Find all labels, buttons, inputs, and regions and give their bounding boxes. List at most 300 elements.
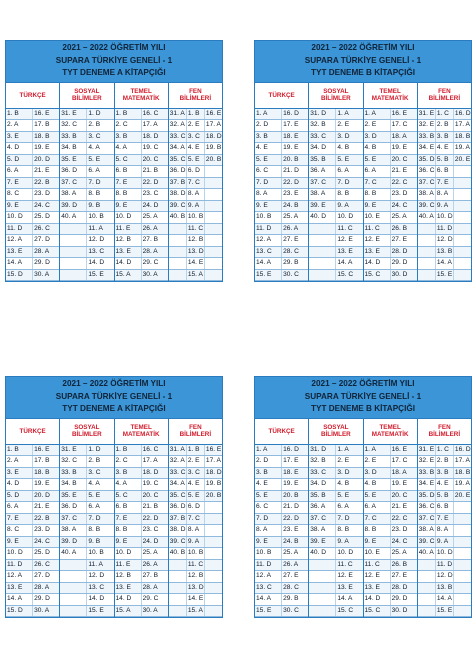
answer-cell: 3. D [337,468,350,476]
answer-cell: 6. B [115,166,142,177]
answer-cell: 3. C [187,132,205,143]
answer-row [115,548,168,560]
answer-row [255,583,308,595]
answer-cell: 1. D [88,445,101,453]
answer-cell: 18. B [454,132,471,140]
answer-row [255,502,308,514]
answer-cell [169,224,187,235]
answer-row [6,514,59,526]
answer-cell: 24. B [283,537,299,545]
answer-cell: 20. E [454,155,471,163]
answer-cell [205,201,222,212]
answer-cell: 2. A [6,120,33,131]
answer-row [115,155,168,167]
answer-row [364,456,417,468]
answer-cell: 2. B [436,120,454,131]
answer-row [309,479,362,491]
answer-cell: 11. D [436,224,454,235]
answer-cell: 7. E [6,514,33,525]
subject-column [309,109,363,282]
answer-cell: 31. E [60,445,87,456]
subject-header: TÜRKÇE [6,419,60,444]
answer-cell: 12. A [255,571,282,582]
answer-row [418,583,471,595]
answer-cell: 8. B [115,189,142,200]
answer-cell: 16. D [283,109,299,117]
answer-cell: 1. B [6,109,33,120]
answer-cell: 5. B [436,155,454,166]
answer-cell: 23. D [391,190,408,197]
answer-row [364,235,417,247]
answer-cell [309,224,336,235]
answer-cell: 6. A [337,167,349,174]
answer-cell: 11. C [337,224,353,232]
answer-cell: 14. E [187,594,205,605]
answer-row [169,120,222,132]
answer-row [115,235,168,247]
answer-row [364,166,417,178]
answer-cell: 38. A [309,525,336,536]
subject-column [169,445,222,618]
answer-cell: 4. E [436,479,454,490]
answer-key-card [5,376,223,618]
answer-row [364,178,417,190]
answer-cell: 39. E [309,201,336,212]
answer-cell: 17. A [142,457,158,464]
answer-row [6,224,59,236]
answer-cell: 29. B [283,259,299,266]
answer-cell [454,224,471,235]
answer-cell: 36. D [60,166,87,177]
answer-cell: 34. A [169,479,187,490]
answer-row [309,468,362,480]
card-title-line: TYT DENEME B KİTAPÇIĞI [310,68,415,77]
answer-row [364,468,417,480]
card-title-line: SUPARA TÜRKİYE GENELİ - 1 [304,55,422,65]
answer-cell: 5. E [337,491,350,499]
subject-column [6,109,60,282]
answer-cell: 33. B [60,468,87,479]
answer-row [60,270,113,282]
card-title [6,377,222,418]
answer-cell [454,189,471,200]
answer-cell [169,235,187,246]
answer-cell [205,178,222,189]
answer-cell: 9. E [364,201,391,212]
answer-row [255,155,308,167]
answer-cell: 5. E [187,491,205,502]
answer-row [255,132,308,144]
answer-cell: 3. D [364,468,391,479]
answer-row [309,120,362,132]
answer-cell: 1. B [115,445,142,456]
answer-cell: 24. C [34,201,50,209]
answer-cell [205,270,222,281]
subject-header: TEMEL MATEMATİK [364,419,418,444]
answer-cell: 19. E [283,480,299,487]
answer-row [169,166,222,178]
answer-cell: 22. D [142,178,159,186]
answer-row [6,247,59,259]
answer-row [364,224,417,236]
answer-cell: 32. E [418,456,436,467]
answer-row [60,212,113,224]
answer-cell: 30. A [142,606,158,614]
answer-cell [169,594,187,605]
answer-cell: 5. E [88,491,101,499]
answer-cell [418,224,436,235]
answer-cell [418,270,436,281]
answer-cell: 26. A [283,560,299,568]
card-title [255,41,471,82]
answer-cell: 32. C [60,456,87,467]
subject-column [418,109,471,282]
answer-row [255,224,308,236]
answer-cell: 7. E [115,178,142,189]
subject-header: SOSYAL BİLİMLER [309,419,363,444]
answer-cell: 15. D [6,270,33,281]
answer-row [169,525,222,537]
answer-cell: 20. C [391,155,408,163]
subject-header: FEN BİLİMLERİ [179,424,212,438]
answer-cell: 5. E [255,491,282,502]
answer-row [60,201,113,213]
answer-cell: 34. B [60,143,87,154]
answer-row [60,456,113,468]
answer-row [60,514,113,526]
answer-cell: 16. E [205,445,222,453]
answer-cell: 10. D [436,212,454,223]
answer-cell: 4. A [115,479,142,490]
answer-cell: 39. C [169,201,187,212]
answer-cell: 16. E [391,109,408,117]
answer-cell: 5. E [255,155,282,166]
answer-cell: 14. D [88,595,105,602]
answer-cell: 14. D [88,259,105,266]
answer-row [115,224,168,236]
answer-cell: 9. B [88,537,101,545]
answer-row [60,178,113,190]
answer-grid [6,445,222,618]
answer-row [364,560,417,572]
answer-cell: 12. E [337,572,353,579]
answer-row [115,514,168,526]
answer-cell [60,560,87,571]
answer-cell: 24. C [34,537,50,545]
answer-row [418,537,471,549]
subject-header: TEMEL MATEMATİK [115,83,169,108]
answer-cell: 12. E [337,236,353,243]
answer-cell: 11. C [337,560,353,568]
answer-cell: 25. D [34,549,50,556]
answer-cell: 7. E [115,514,142,525]
answer-cell: 33. C [309,468,336,479]
answer-cell [205,514,222,525]
answer-row [418,143,471,155]
answer-cell: 9. B [88,201,101,209]
answer-cell: 10. D [115,548,142,559]
subject-header: SOSYAL BİLİMLER [60,83,114,108]
answer-row [418,479,471,491]
answer-row [169,537,222,549]
answer-cell: 13. E [337,583,353,591]
answer-cell: 5. E [364,491,391,502]
answer-cell: 2. D [255,456,282,467]
answer-cell: 1. B [187,109,205,120]
answer-cell: 1. B [115,109,142,120]
answer-cell [60,224,87,235]
answer-cell [169,571,187,582]
answer-row [418,502,471,514]
answer-row [6,491,59,503]
answer-row [309,247,362,259]
answer-cell: 13. E [337,247,353,255]
answer-cell: 3. B [255,132,282,143]
answer-cell: 40. B [169,548,187,559]
answer-cell: 40. A [418,548,436,559]
answer-cell: 27. E [391,236,408,243]
answer-row [60,247,113,259]
answer-row [115,491,168,503]
answer-row [60,189,113,201]
answer-row [309,258,362,270]
answer-cell: 31. E [418,445,436,456]
answer-row [255,270,308,282]
answer-cell: 17. C [391,457,408,464]
answer-cell: 20. E [454,491,471,499]
answer-cell: 9. A [337,201,349,209]
answer-row [255,525,308,537]
answer-cell [205,560,222,571]
answer-row [364,525,417,537]
answer-cell [418,258,436,269]
subject-header: FEN BİLİMLERİ [179,88,212,102]
answer-cell: 15. E [255,270,282,281]
answer-cell [418,583,436,594]
answer-cell: 2. E [187,120,205,131]
answer-cell: 9. E [364,537,391,548]
card-title-line: SUPARA TÜRKİYE GENELİ - 1 [304,391,422,401]
answer-row [364,571,417,583]
answer-cell: 23. E [283,190,299,197]
answer-row [255,201,308,213]
answer-cell: 17. B [34,457,50,464]
answer-row [169,560,222,572]
answer-cell [454,201,471,212]
answer-cell: 21. D [283,167,299,174]
answer-row [309,155,362,167]
answer-row [255,258,308,270]
answer-cell: 11. D [436,560,454,571]
answer-row [418,270,471,282]
answer-row [309,560,362,572]
answer-cell: 37. C [60,178,87,189]
answer-row [115,258,168,270]
answer-cell: 29. D [391,595,408,602]
answer-cell: 11. A [88,560,103,568]
answer-cell: 26. C [34,224,50,232]
answer-row [115,560,168,572]
answer-cell: 38. A [418,525,436,536]
card-title-line: SUPARA TÜRKİYE GENELİ - 1 [55,391,173,401]
answer-cell: 27. E [391,572,408,579]
answer-row [6,120,59,132]
answer-cell: 25. A [142,549,158,556]
answer-cell: 4. D [6,479,33,490]
answer-cell [418,247,436,258]
answer-cell: 6. C [255,166,282,177]
answer-row [60,560,113,572]
answer-cell: 12. D [88,236,105,243]
answer-cell: 28. C [283,247,299,255]
answer-cell [309,258,336,269]
answer-cell: 27. D [34,572,50,579]
answer-cell: 8. B [364,189,391,200]
answer-cell: 34. E [418,143,436,154]
answer-cell: 37. C [418,178,436,189]
answer-cell: 5. E [88,155,101,163]
answer-row [169,491,222,503]
answer-row [418,120,471,132]
answer-row [60,235,113,247]
answer-cell [205,235,222,246]
answer-row [169,143,222,155]
answer-row [255,491,308,503]
answer-row [309,189,362,201]
answer-cell: 28. A [34,247,50,255]
answer-row [6,502,59,514]
answer-cell [454,258,471,269]
answer-row [169,445,222,457]
answer-row [60,548,113,560]
answer-row [418,201,471,213]
answer-row [364,247,417,259]
answer-cell: 13. B [436,583,454,594]
answer-row [309,224,362,236]
answer-cell: 14. A [436,594,454,605]
answer-cell: 8. A [187,525,205,536]
answer-cell: 14. D [115,594,142,605]
answer-cell: 11. E [115,560,142,571]
answer-row [255,456,308,468]
answer-row [169,514,222,526]
answer-cell: 20. B [283,491,299,499]
answer-cell: 22. B [34,178,50,186]
answer-cell: 13. E [115,583,142,594]
answer-row [255,468,308,480]
answer-cell [309,247,336,258]
answer-cell: 20. B [283,155,299,163]
answer-cell: 13. C [88,583,105,591]
answer-cell: 31. E [60,109,87,120]
answer-row [364,479,417,491]
answer-cell: 18. D [205,132,222,140]
answer-cell: 12. A [6,571,33,582]
answer-cell: 40. A [60,548,87,559]
answer-cell: 28. C [283,583,299,591]
answer-row [169,224,222,236]
answer-row [115,189,168,201]
answer-row [60,109,113,121]
answer-row [60,155,113,167]
answer-cell: 29. B [283,595,299,602]
answer-row [60,120,113,132]
answer-row [169,155,222,167]
answer-cell: 26. C [34,560,50,568]
subject-header: FEN BİLİMLERİ [428,424,461,438]
answer-row [364,583,417,595]
answer-cell: 19. B [205,144,222,151]
answer-cell: 7. C [187,514,205,525]
answer-row [418,155,471,167]
answer-cell: 5. C [115,491,142,502]
answer-cell: 18. B [34,468,50,476]
answer-row [309,548,362,560]
answer-cell: 2. A [6,456,33,467]
answer-cell: 20. D [34,491,50,499]
answer-cell: 34. A [169,143,187,154]
answer-row [418,109,471,121]
answer-cell: 22. D [283,514,299,522]
answer-cell: 33. B [418,468,436,479]
answer-cell: 40. D [309,548,336,559]
answer-cell: 35. D [418,155,436,166]
answer-cell: 17. B [34,121,50,128]
answer-cell: 33. B [418,132,436,143]
answer-cell: 7. C [364,178,391,189]
answer-cell [205,537,222,548]
subject-header: TÜRKÇE [255,83,309,108]
answer-cell: 15. C [337,270,354,278]
answer-cell [205,189,222,200]
answer-row [6,583,59,595]
answer-row [115,445,168,457]
answer-cell: 16. C [142,445,159,453]
answer-row [169,109,222,121]
answer-cell [205,224,222,235]
answer-cell: 18. A [391,132,407,140]
answer-cell: 28. D [391,247,408,255]
answer-grid [255,445,471,618]
answer-cell: 1. A [337,445,349,453]
answer-row [6,594,59,606]
answer-cell: 7. D [255,178,282,189]
answer-cell: 10. D [436,548,454,559]
subject-header: SOSYAL BİLİMLER [309,83,363,108]
answer-cell: 23. E [283,526,299,533]
answer-cell: 4. E [436,143,454,154]
answer-row [255,571,308,583]
answer-cell: 1. A [255,109,282,120]
answer-cell: 36. A [309,502,336,513]
answer-cell: 21. E [391,167,408,174]
answer-row [6,560,59,572]
answer-cell: 36. D [169,166,187,177]
answer-cell: 14. A [255,258,282,269]
answer-cell: 6. A [337,503,349,510]
answer-cell: 5. E [337,155,350,163]
answer-cell: 37. C [418,514,436,525]
answer-row [6,468,59,480]
answer-cell: 13. C [255,247,282,258]
answer-cell: 18. D [205,468,222,476]
answer-cell: 35. C [169,491,187,502]
answer-cell: 3. C [88,132,101,140]
answer-row [169,178,222,190]
answer-cell: 16. D [283,445,299,453]
answer-cell: 17. A [205,457,221,464]
answer-row [418,606,471,618]
